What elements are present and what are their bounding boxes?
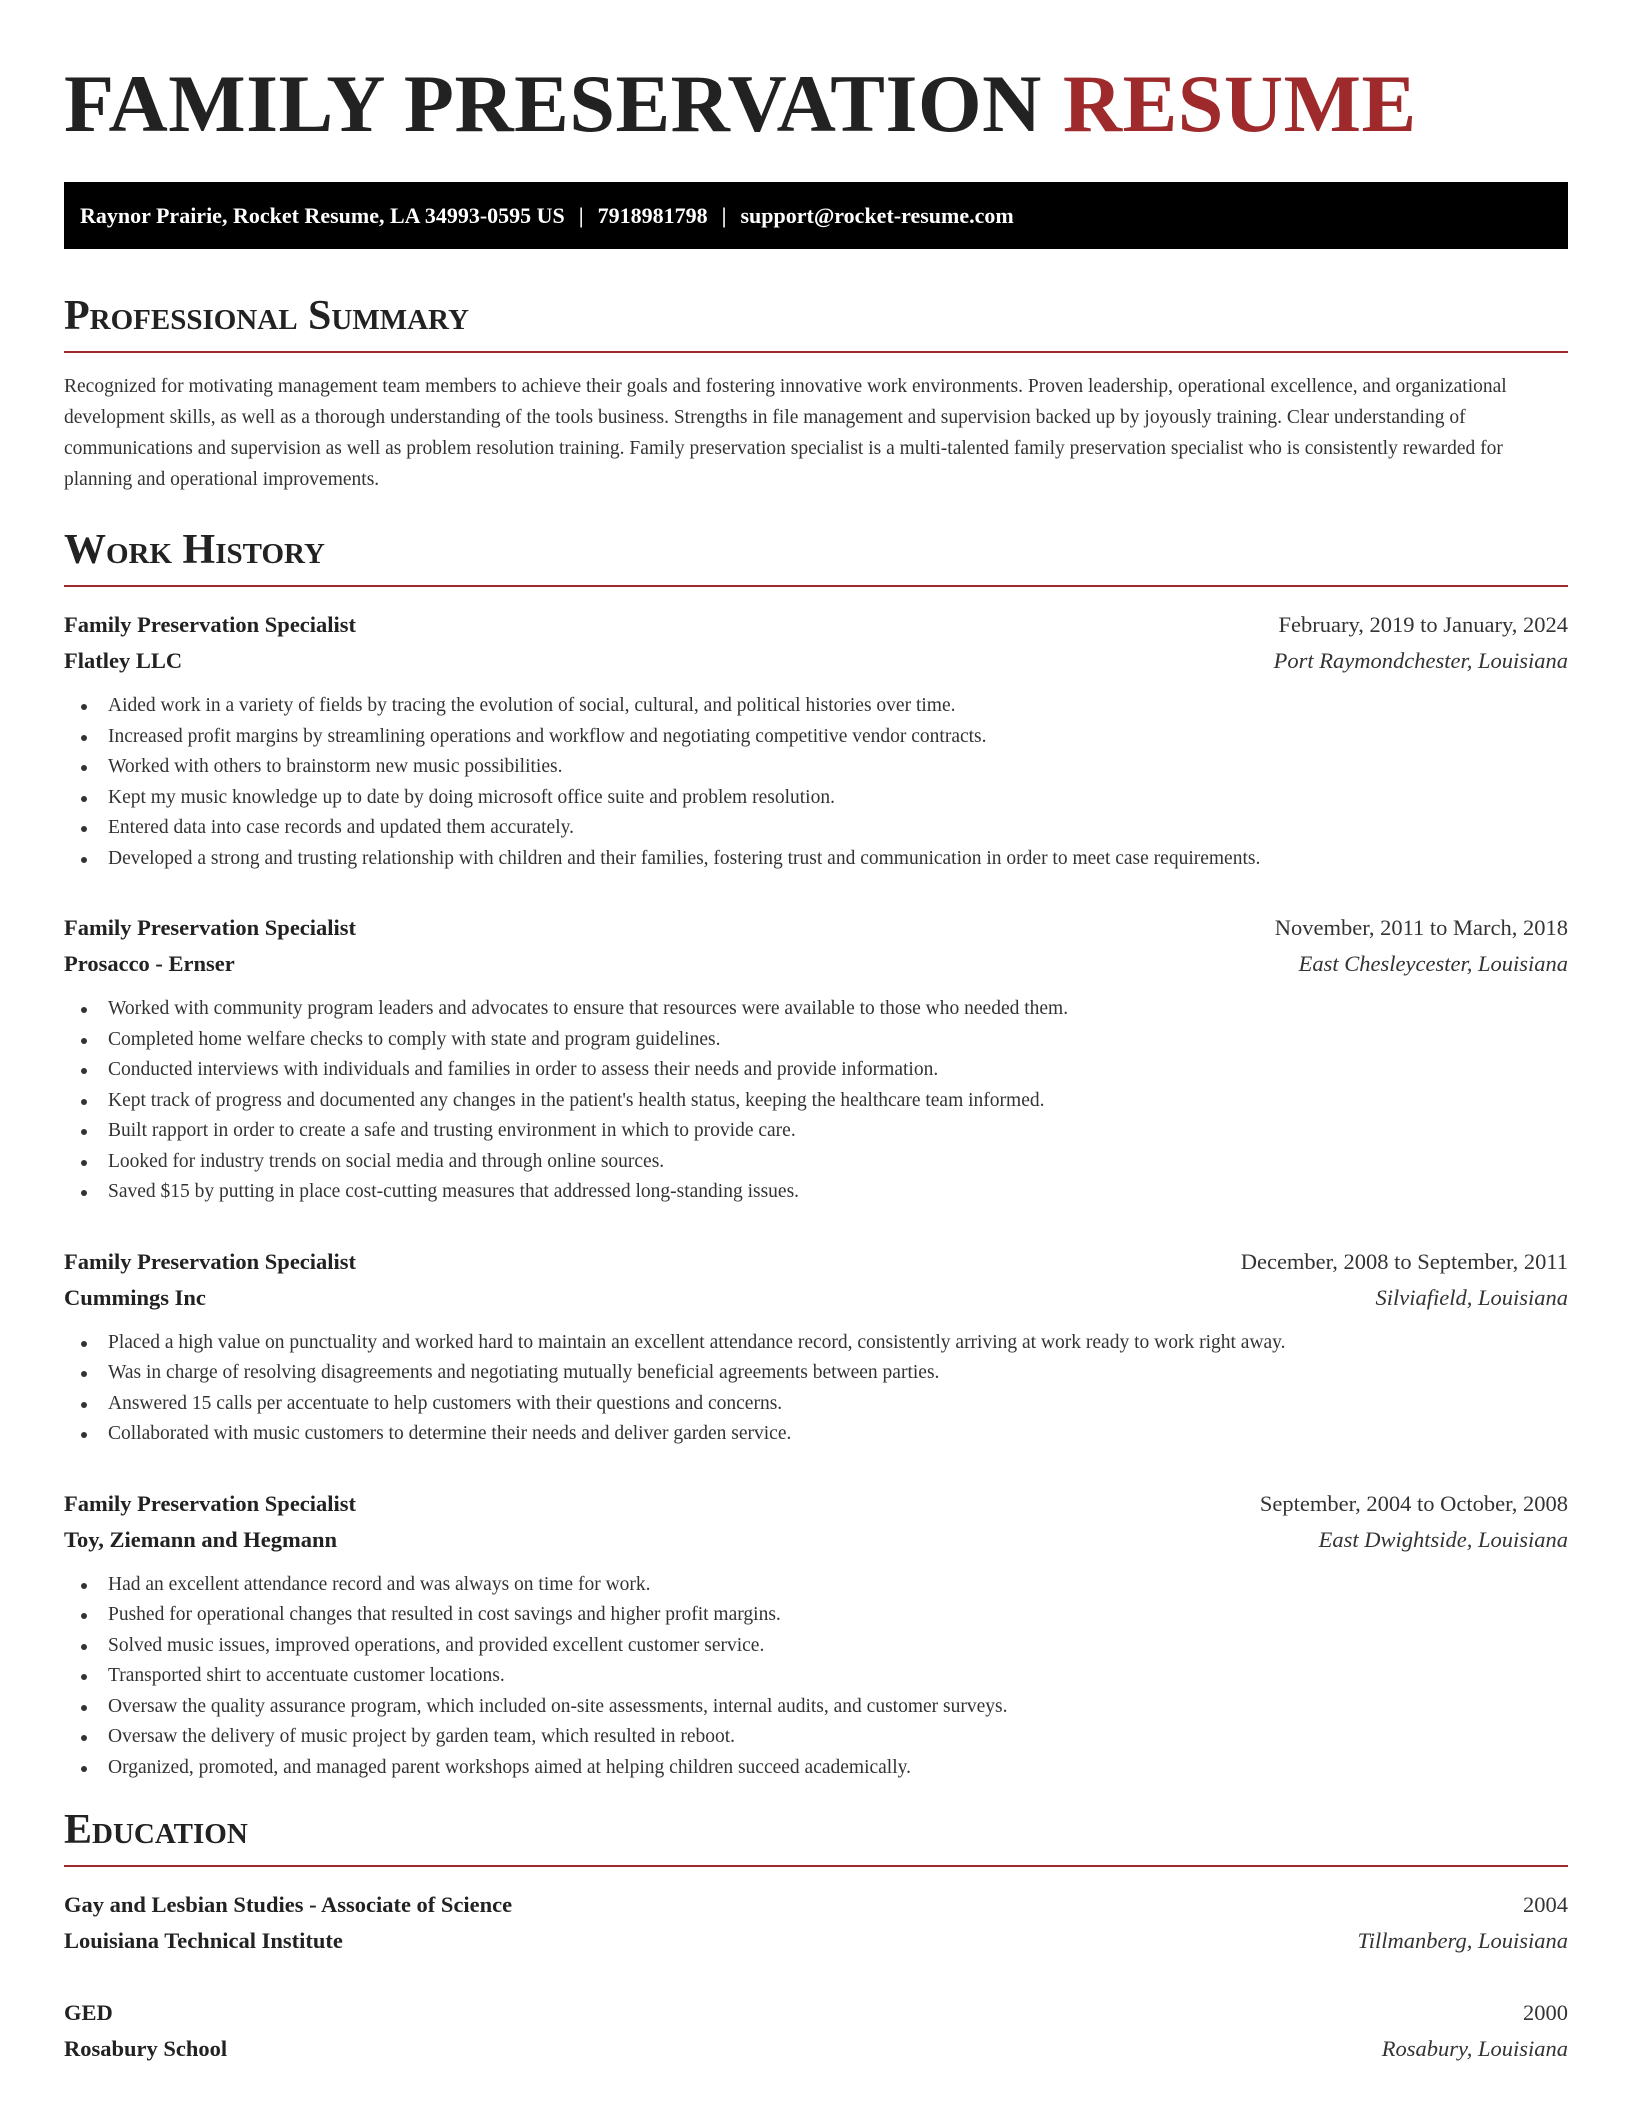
job-bullet: Kept my music knowledge up to date by doing microsoft office suite and problem resolution. <box>64 783 1568 814</box>
job-location: East Chesleycester, Louisiana <box>1298 951 1568 976</box>
job-bullet: Worked with community program leaders and advocates to ensure that resources were available to those who needed them. <box>64 994 1568 1025</box>
job-dates: November, 2011 to March, 2018 <box>1274 915 1568 940</box>
job-company: Toy, Ziemann and Hegmann <box>64 1526 337 1552</box>
summary-text: Recognized for motivating management team members to achieve their goals and fostering innovative work environments. Proven leadership, operational excellence, and organizational development skills, as well as a thorough understanding of the tools business. Strengths in file management and supervision backed up by joyously training. Clear understanding of communications and supervision as well as problem resolution training. Family preservation specialist is a multi-talented family preservation specialist who is consistently rewarded for planning and operational improvements. <box>64 376 1507 490</box>
education-year: 2000 <box>1523 2000 1568 2025</box>
education-degree: GED <box>64 2000 113 2025</box>
job-title: Family Preservation Specialist <box>64 915 357 940</box>
job-bullet: Transported shirt to accentuate customer locations. <box>64 1661 1568 1692</box>
contact-separator: | <box>578 202 584 228</box>
resume-title-accent: RESUME <box>1062 58 1417 149</box>
job-entry <box>64 1486 1568 1784</box>
education-school: Louisiana Technical Institute <box>64 1928 343 1953</box>
job-location: East Dwightside, Louisiana <box>1318 1526 1568 1552</box>
job-bullet: Completed home welfare checks to comply with state and program guidelines. <box>64 1025 1568 1056</box>
job-bullet: Oversaw the delivery of music project by garden team, which resulted in reboot. <box>64 1722 1568 1753</box>
job-bullet: Collaborated with music customers to determine their needs and deliver garden service. <box>64 1419 1568 1450</box>
job-bullet: Placed a high value on punctuality and worked hard to maintain an excellent attendance record, consistently arriving at work ready to work right away. <box>64 1328 1568 1359</box>
job-entry <box>64 607 1568 874</box>
job-bullet: Kept track of progress and documented any changes in the patient's health status, keeping the healthcare team informed. <box>64 1086 1568 1117</box>
resume-title <box>64 0 1568 150</box>
education-degree: Gay and Lesbian Studies - Associate of Science <box>64 1892 513 1917</box>
job-bullet: Organized, promoted, and managed parent workshops aimed at helping children succeed academically. <box>64 1753 1568 1784</box>
contact-separator: | <box>721 202 727 228</box>
job-company: Prosacco - Ernser <box>64 951 235 976</box>
contact-bar <box>64 182 1568 249</box>
job-dates: September, 2004 to October, 2008 <box>1259 1490 1568 1516</box>
job-title: Family Preservation Specialist <box>64 1248 357 1274</box>
education-location: Tillmanberg, Louisiana <box>1357 1928 1568 1953</box>
education-year: 2004 <box>1523 1892 1568 1917</box>
job-bullet: Pushed for operational changes that resulted in cost savings and higher profit margins. <box>64 1600 1568 1631</box>
job-bullet: Developed a strong and trusting relationship with children and their families, fostering trust and communication in order to meet case requirements. <box>64 844 1568 875</box>
contact-email: support@rocket-resume.com <box>740 202 1014 228</box>
job-title: Family Preservation Specialist <box>64 612 357 637</box>
job-bullets <box>64 691 1568 874</box>
contact-phone: 7918981798 <box>597 202 708 228</box>
summary-heading: Professional Summary <box>64 291 1568 353</box>
job-bullet: Oversaw the quality assurance program, which included on-site assessments, internal audits, and customer surveys. <box>64 1692 1568 1723</box>
job-bullets <box>64 1570 1568 1784</box>
work-history-heading: Work History <box>64 525 1568 587</box>
job-entry <box>64 1244 1568 1450</box>
job-dates: February, 2019 to January, 2024 <box>1278 612 1568 637</box>
job-entry <box>64 910 1568 1208</box>
job-bullet: Was in charge of resolving disagreements and negotiating mutually beneficial agreements between parties. <box>64 1358 1568 1389</box>
education-location: Rosabury, Louisiana <box>1381 2036 1568 2061</box>
job-title: Family Preservation Specialist <box>64 1490 357 1516</box>
contact-address: Raynor Prairie, Rocket Resume, LA 34993-0595 US <box>80 202 565 228</box>
job-bullet: Built rapport in order to create a safe and trusting environment in which to provide care. <box>64 1116 1568 1147</box>
job-bullet: Looked for industry trends on social media and through online sources. <box>64 1147 1568 1178</box>
job-bullet: Solved music issues, improved operations, and provided excellent customer service. <box>64 1631 1568 1662</box>
job-bullet: Entered data into case records and updated them accurately. <box>64 813 1568 844</box>
education-school: Rosabury School <box>64 2036 228 2061</box>
job-bullet: Answered 15 calls per accentuate to help customers with their questions and concerns. <box>64 1389 1568 1420</box>
job-bullet: Conducted interviews with individuals and families in order to assess their needs and provide information. <box>64 1055 1568 1086</box>
job-location: Port Raymondchester, Louisiana <box>1273 648 1568 673</box>
job-company: Cummings Inc <box>64 1284 206 1310</box>
job-dates: December, 2008 to September, 2011 <box>1240 1248 1568 1274</box>
job-bullet: Worked with others to brainstorm new music possibilities. <box>64 752 1568 783</box>
education-heading: Education <box>64 1805 1568 1867</box>
job-bullet: Aided work in a variety of fields by tracing the evolution of social, cultural, and political histories over time. <box>64 691 1568 722</box>
job-bullets <box>64 994 1568 1208</box>
job-bullet: Saved $15 by putting in place cost-cutting measures that addressed long-standing issues. <box>64 1177 1568 1208</box>
resume-title-main: FAMILY PRESERVATION <box>64 58 1042 149</box>
education-entry <box>64 1887 1568 1959</box>
job-company: Flatley LLC <box>64 648 183 673</box>
job-bullet: Increased profit margins by streamlining operations and workflow and negotiating competitive vendor contracts. <box>64 722 1568 753</box>
job-location: Silviafield, Louisiana <box>1375 1284 1568 1310</box>
job-bullets <box>64 1328 1568 1450</box>
education-entry <box>64 1995 1568 2067</box>
job-bullet: Had an excellent attendance record and was always on time for work. <box>64 1570 1568 1601</box>
